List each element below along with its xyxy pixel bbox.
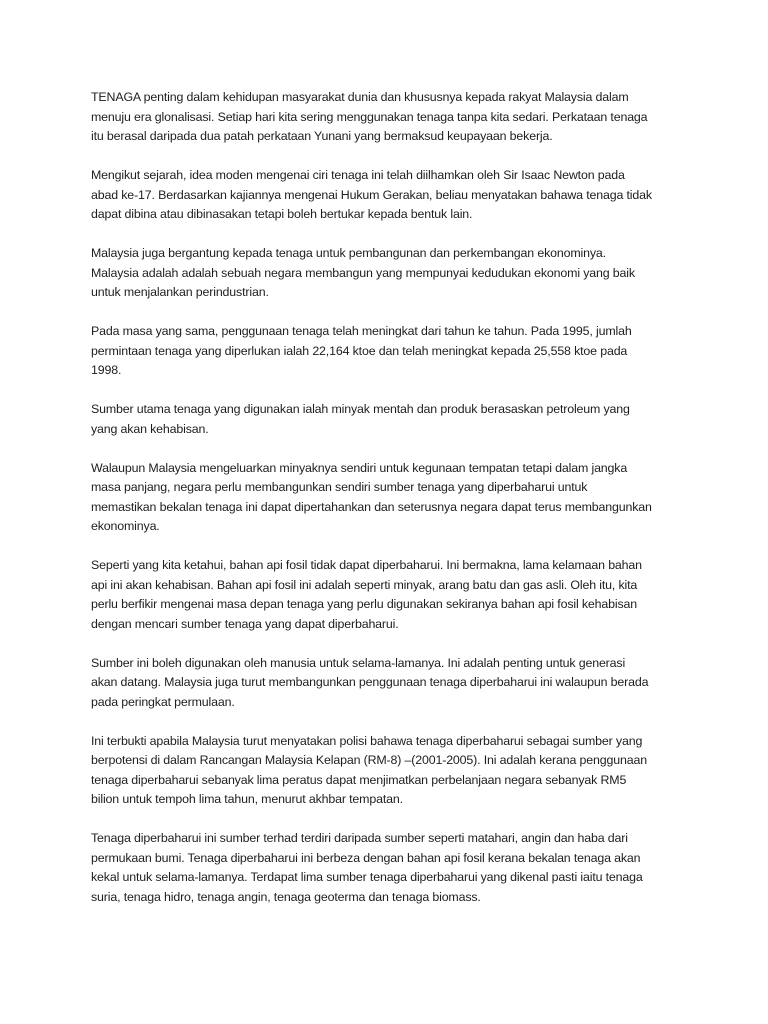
paragraph-6: Walaupun Malaysia mengeluarkan minyaknya sendiri untuk kegunaan tempatan tetapi dalam jangka masa panjang, negara perlu membangunkan sendiri sumber tenaga yang diperbaharui untuk memastikan bekalan tenaga ini dapat dipertahankan dan seterusnya negara dapat terus membangunkan ekonominya. bbox=[91, 460, 652, 533]
paragraph-4: Pada masa yang sama, penggunaan tenaga telah meningkat dari tahun ke tahun. Pada 1995, jumlah permintaan tenaga yang diperlukan ialah 22,164 ktoe dan telah meningkat kepada 25,558 ktoe pada 1998. bbox=[91, 324, 632, 377]
paragraph-3: Malaysia juga bergantung kepada tenaga untuk pembangunan dan perkembangan ekonominya. Malaysia adalah adalah sebuah negara membangun yang mempunyai kedudukan ekonomi yang baik untuk menjalankan perindustrian. bbox=[91, 246, 635, 299]
paragraph-9: Ini terbukti apabila Malaysia turut menyatakan polisi bahawa tenaga diperbaharui sebagai sumber yang berpotensi di dalam Rancangan Malaysia Kelapan (RM-8) –(2001-2005). Ini adalah kerana penggunaan tenaga diperbaharui sebanyak lima peratus dapat menjimatkan perbelanjaan negara sebanyak RM5 bilion untuk tempoh lima tahun, menurut akhbar tempatan. bbox=[91, 733, 647, 806]
paragraph-1: TENAGA penting dalam kehidupan masyarakat dunia dan khususnya kepada rakyat Malaysia dalam menuju era glonalisasi. Setiap hari kita sering menggunakan tenaga tanpa kita sedari. Perkataan tenaga itu berasal daripada dua patah perkataan Yunani yang bermaksud keupayaan bekerja. bbox=[91, 90, 648, 143]
paragraph-5: Sumber utama tenaga yang digunakan ialah minyak mentah dan produk berasaskan petroleum yang yang akan kehabisan. bbox=[91, 402, 630, 436]
document-body bbox=[91, 88, 691, 927]
paragraph-2: Mengikut sejarah, idea moden mengenai ciri tenaga ini telah diilhamkan oleh Sir Isaac Newton pada abad ke-17. Berdasarkan kajiannya mengenai Hukum Gerakan, beliau menyatakan bahawa tenaga tidak dapat dibina atau dibinasakan tetapi boleh bertukar kepada bentuk lain. bbox=[91, 168, 652, 221]
paragraph-10: Tenaga diperbaharui ini sumber terhad terdiri daripada sumber seperti matahari, angin dan haba dari permukaan bumi. Tenaga diperbaharui ini berbeza dengan bahan api fosil kerana bekalan tenaga akan kekal untuk selama-lamanya. Terdapat lima sumber tenaga diperbaharui yang dikenal pasti iaitu tenaga suria, tenaga hidro, tenaga angin, tenaga geoterma dan tenaga biomass. bbox=[91, 831, 643, 904]
paragraph-7: Seperti yang kita ketahui, bahan api fosil tidak dapat diperbaharui. Ini bermakna, lama kelamaan bahan api ini akan kehabisan. Bahan api fosil ini adalah seperti minyak, arang batu dan gas asli. Oleh itu, kita perlu berfikir mengenai masa depan tenaga yang perlu digunakan sekiranya bahan api fosil kehabisan dengan mencari sumber tenaga yang dapat diperbaharui. bbox=[91, 558, 642, 631]
paragraph-8: Sumber ini boleh digunakan oleh manusia untuk selama-lamanya. Ini adalah penting untuk generasi akan datang. Malaysia juga turut membangunkan penggunaan tenaga diperbaharui ini walaupun berada pada peringkat permulaan. bbox=[91, 655, 649, 709]
